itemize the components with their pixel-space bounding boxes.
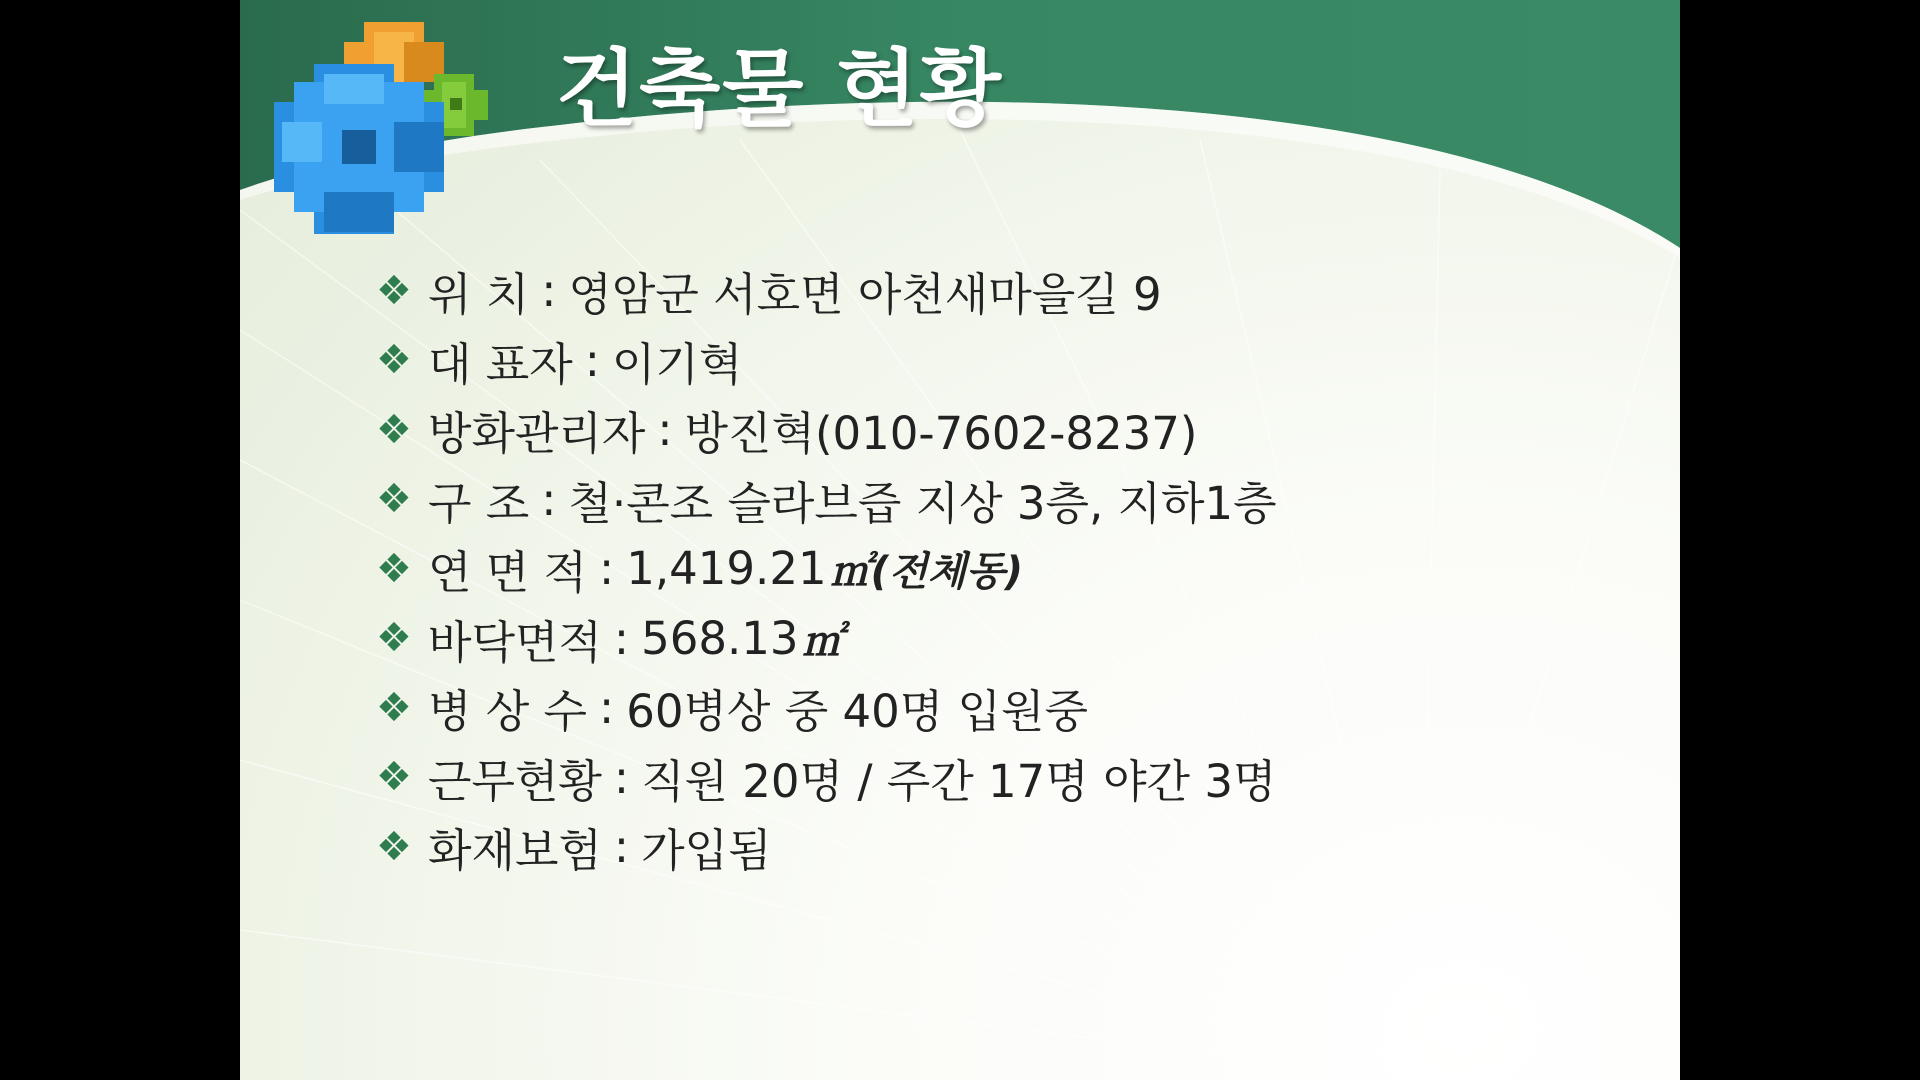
item-value: 철·콘조 슬라브즙 지상 3층, 지하1층: [568, 476, 1277, 530]
item-label: 방화관리자: [428, 407, 646, 461]
separator: :: [599, 681, 615, 735]
item-label: 위 치: [428, 268, 530, 322]
separator: :: [541, 264, 557, 318]
item-label: 근무현황: [428, 754, 602, 808]
item-value: 1,419.21: [626, 542, 827, 596]
item-value: 이기혁: [611, 337, 743, 391]
separator: :: [599, 542, 615, 596]
item-value: 60병상 중 40명 입원중: [626, 685, 1088, 739]
diamond-cluster-icon: ❖: [376, 754, 412, 801]
separator: :: [613, 750, 630, 804]
list-item-structure: [376, 465, 1277, 535]
item-label: 구 조: [428, 476, 530, 530]
diamond-cluster-icon: ❖: [376, 337, 412, 384]
diamond-cluster-icon: ❖: [376, 545, 412, 592]
list-item-floor-area: [376, 604, 1277, 674]
item-label: 병 상 수: [428, 685, 588, 739]
item-value: 영암군 서호면 아천새마을길 9: [568, 268, 1162, 322]
item-unit: ㎡: [802, 618, 843, 665]
list-item-total-floor-area: [376, 534, 1277, 604]
item-unit: ㎡(전체동): [830, 549, 1024, 596]
item-label: 바닥면적: [428, 615, 602, 669]
item-value: 방진혁(010-7602-8237): [684, 407, 1198, 461]
diamond-cluster-icon: ❖: [376, 476, 412, 523]
separator: :: [613, 820, 630, 874]
separator: :: [541, 472, 557, 526]
slide-title: 건축물 현황: [556, 40, 1003, 138]
item-label: 화재보험: [428, 824, 602, 878]
diamond-cluster-icon: ❖: [376, 267, 412, 314]
diamond-cluster-icon: ❖: [376, 406, 412, 453]
diamond-cluster-icon: ❖: [376, 615, 412, 662]
item-label: 연 면 적: [428, 546, 588, 600]
item-value: 직원 20명 / 주간 17명 야간 3명: [641, 754, 1277, 808]
diamond-cluster-icon: ❖: [376, 684, 412, 731]
slide: [240, 0, 1680, 1080]
diamond-cluster-icon: ❖: [376, 823, 412, 870]
info-list: [376, 256, 1277, 882]
list-item-location: [376, 256, 1277, 326]
item-label: 대 표자: [428, 337, 573, 391]
list-item-staffing: [376, 743, 1277, 813]
separator: :: [613, 611, 630, 665]
item-value: 가입됨: [641, 824, 772, 878]
separator: :: [584, 333, 600, 387]
list-item-fire-manager: [376, 395, 1277, 465]
list-item-representative: [376, 326, 1277, 396]
list-item-fire-insurance: [376, 812, 1277, 882]
item-value: 568.13: [641, 611, 799, 665]
separator: :: [657, 403, 673, 457]
list-item-beds: [376, 673, 1277, 743]
cube-gear-logo: [254, 12, 514, 242]
